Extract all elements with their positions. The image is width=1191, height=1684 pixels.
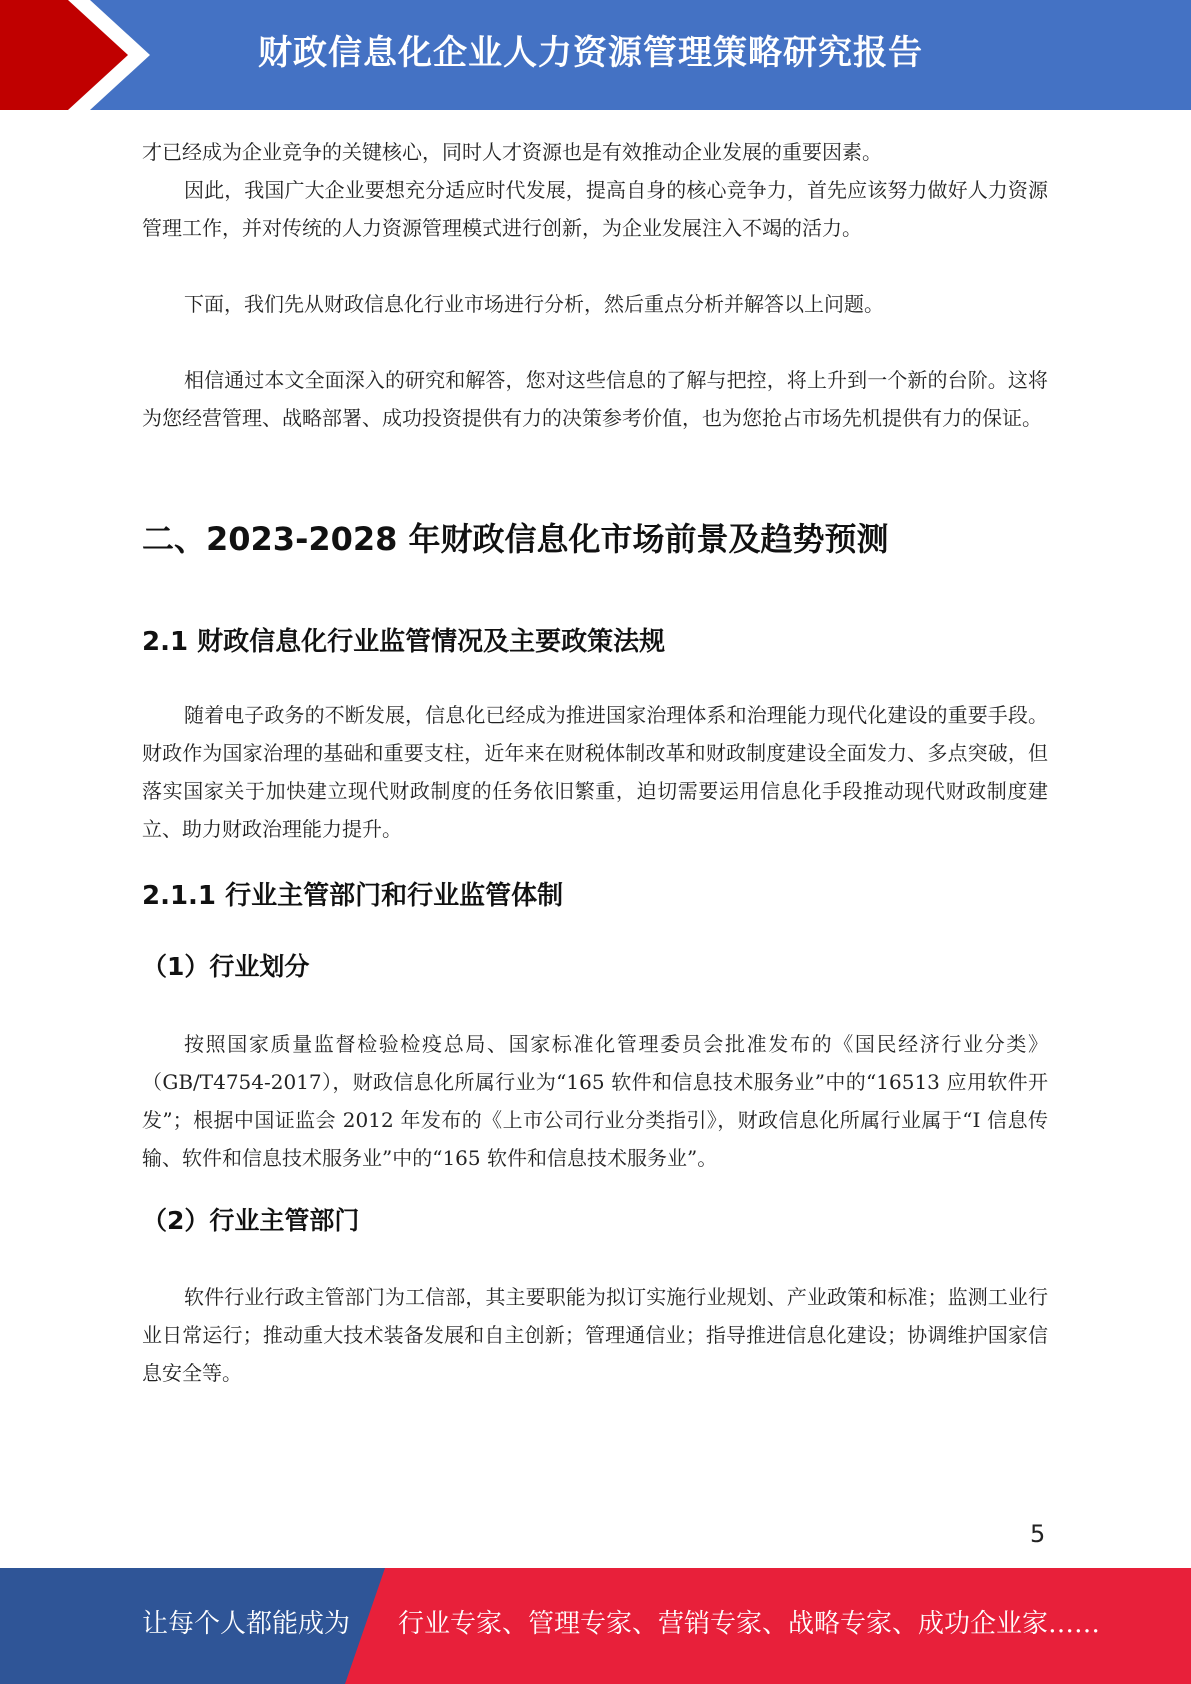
paragraph-industry-classification: 按照国家质量监督检验检疫总局、国家标准化管理委员会批准发布的《国民经济行业分类》（GB/T4754-2017），财政信息化所属行业为“165 软件和信息技术服务业”中的“16513 应用软件开发”；根据中国证监会 2012 年发布的《上市公司行业分类指引》，财政信息化所属行业属于“I 信息传输、软件和信息技术服务业”中的“165 软件和信息技术服务业”。 — [142, 1032, 1048, 1170]
page-header — [0, 0, 1191, 110]
footer-slogan-right: 行业专家、管理专家、营销专家、战略专家、成功企业家…… — [398, 1609, 1101, 1639]
paragraph-continuation: 才已经成为企业竞争的关键核心，同时人才资源也是有效推动企业发展的重要因素。 — [142, 140, 882, 164]
footer-slogan-left: 让每个人都能成为 — [142, 1609, 351, 1639]
subheading-industry-classification: （1）行业划分 — [142, 952, 310, 981]
subheading-authority: （2）行业主管部门 — [142, 1206, 360, 1235]
page-footer — [0, 1568, 1191, 1684]
section-heading-2-1: 2.1 财政信息化行业监管情况及主要政策法规 — [142, 627, 666, 657]
paragraph-analysis-intro: 下面，我们先从财政信息化行业市场进行分析，然后重点分析并解答以上问题。 — [184, 292, 884, 316]
section-heading-2-1-1: 2.1.1 行业主管部门和行业监管体制 — [142, 881, 564, 911]
paragraph-authority: 软件行业行政主管部门为工信部，其主要职能为拟订实施行业规划、产业政策和标准；监测工业行业日常运行；推动重大技术装备发展和自主创新；管理通信业；指导推进信息化建设；协调维护国家信息安全等。 — [142, 1285, 1048, 1385]
paragraph-trust: 相信通过本文全面深入的研究和解答，您对这些信息的了解与把控，将上升到一个新的台阶。这将为您经营管理、战略部署、成功投资提供有力的决策参考价值，也为您抢占市场先机提供有力的保证。 — [142, 368, 1048, 430]
page-number: 5 — [1030, 1520, 1046, 1548]
paragraph-2-1: 随着电子政务的不断发展，信息化已经成为推进国家治理体系和治理能力现代化建设的重要手段。财政作为国家治理的基础和重要支柱，近年来在财税体制改革和财政制度建设全面发力、多点突破，但落实国家关于加快建立现代财政制度的任务依旧繁重，迫切需要运用信息化手段推动现代财政制度建立、助力财政治理能力提升。 — [142, 703, 1048, 841]
section-heading-2: 二、2023-2028 年财政信息化市场前景及趋势预测 — [142, 520, 889, 558]
header-title: 财政信息化企业人力资源管理策略研究报告 — [258, 33, 923, 73]
paragraph-therefore: 因此，我国广大企业要想充分适应时代发展，提高自身的核心竞争力，首先应该努力做好人力资源管理工作，并对传统的人力资源管理模式进行创新，为企业发展注入不竭的活力。 — [142, 178, 1048, 240]
